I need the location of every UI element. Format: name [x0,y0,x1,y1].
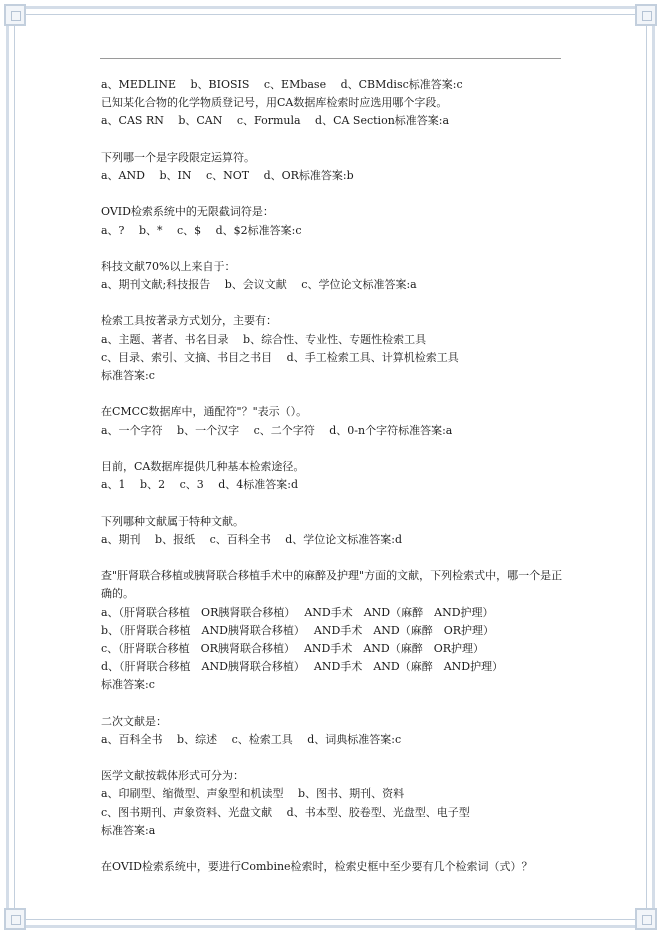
answer-line: 标准答案:c [101,678,155,692]
text-line: 二次文献是： [101,714,167,728]
answer-line: a、期刊文献;科技报告 b、会议文献 c、学位论文标准答案:a [101,278,417,292]
blank-line [101,185,571,203]
answer-line: 标准答案:c [101,369,155,383]
text-line: c、目录、索引、文摘、书目之书目 d、手工检索工具、计算机检索工具 [101,350,459,364]
answer-line: 标准答案:a [101,823,156,837]
text-line: 检索工具按著录方式划分，主要有： [101,314,277,328]
text-line: a、（肝肾联合移植 OR胰肾联合移植） AND手术 AND（麻醉 AND护理） [101,605,494,619]
answer-line: a、期刊 b、报纸 c、百科全书 d、学位论文标准答案:d [101,532,403,546]
blank-line [101,440,571,458]
corner-ornament-icon [635,4,657,26]
text-line: c、（肝肾联合移植 OR胰肾联合移植） AND手术 AND（麻醉 OR护理） [101,641,485,655]
answer-line: a、1 b、2 c、3 d、4标准答案:d [101,478,299,492]
answer-line: a、AND b、IN c、NOT d、OR标准答案:b [101,168,354,182]
text-line: 目前，CA数据库提供几种基本检索途径。 [101,459,305,473]
blank-line [101,385,571,403]
answer-line: a、百科全书 b、综述 c、检索工具 d、词典标准答案:c [101,732,402,746]
blank-line [101,840,571,858]
text-line: b、（肝肾联合移植 AND胰肾联合移植） AND手术 AND（麻醉 OR护理） [101,623,495,637]
text-line: 下列哪种文献属于特种文献。 [101,514,244,528]
blank-line [101,749,571,767]
header-rule [100,58,561,59]
blank-line [101,694,571,712]
answer-line: a、MEDLINE b、BIOSIS c、EMbase d、CBMdisc标准答案:c [101,78,463,91]
blank-line [101,549,571,567]
text-line: 已知某化合物的化学物质登记号，用CA数据库检索时应选用哪个字段。 [101,96,448,110]
text-line: 下列哪一个是字段限定运算符。 [101,150,255,164]
blank-line [101,240,571,258]
text-line: 查"肝肾联合移植或胰肾联合移植手术中的麻醉及护理"方面的文献，下列检索式中，哪一个是正确的。 [101,569,563,601]
blank-line [101,131,571,149]
blank-line [101,494,571,512]
text-line: a、印刷型、缩微型、声象型和机读型 b、图书、期刊、资料 [101,787,405,801]
text-line: c、图书期刊、声象资料、光盘文献 d、书本型、胶卷型、光盘型、电子型 [101,805,470,819]
blank-line [101,294,571,312]
corner-ornament-icon [4,4,26,26]
answer-line: a、? b、* c、$ d、$2标准答案:c [101,223,302,237]
text-line: OVID检索系统中的无限截词符是： [101,205,274,219]
answer-line: a、CAS RN b、CAN c、Formula d、CA Section标准答案:a [101,114,450,128]
text-line: 医学文献按载体形式可分为： [101,769,244,783]
answer-line: a、一个字符 b、一个汉字 c、二个字符 d、0-n个字符标准答案:a [101,423,453,437]
corner-ornament-icon [635,908,657,930]
text-line: 在OVID检索系统中，要进行Combine检索时，检索史框中至少要有几个检索词（式）？ [101,860,533,874]
text-line: a、主题、著者、书名目录 b、综合性、专业性、专题性检索工具 [101,332,427,346]
corner-ornament-icon [4,908,26,930]
question-list [101,76,571,876]
text-line: 科技文献70%以上来自于： [101,259,236,273]
text-line: 在CMCC数据库中，通配符"？"表示（）。 [101,405,308,419]
text-line: d、（肝肾联合移植 AND胰肾联合移植） AND手术 AND（麻醉 AND护理） [101,660,504,674]
